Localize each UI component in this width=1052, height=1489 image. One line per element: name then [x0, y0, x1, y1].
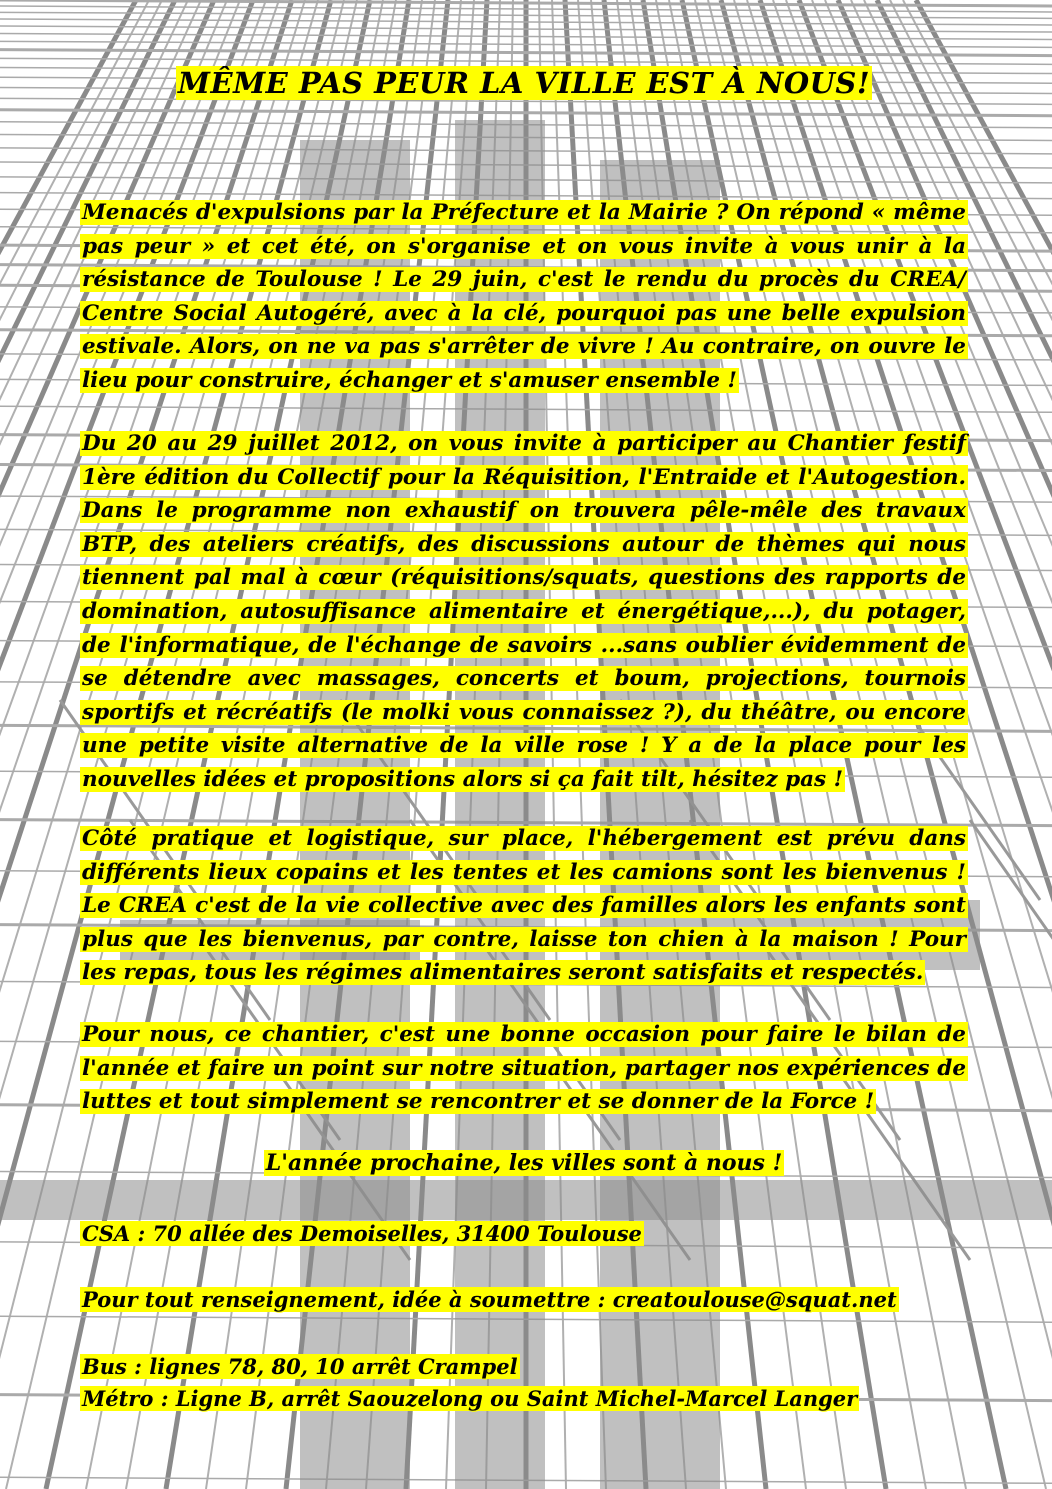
slogan — [80, 1150, 968, 1176]
paragraph-purpose-text: Pour nous, ce chantier, c'est une bonne occasion pour faire le bilan de l'année et faire un point sur notre situation, partager nos expériences de luttes et tout simplement se rencontrer et se donner de la Force ! — [82, 1022, 966, 1115]
slogan-text: L'année prochaine, les villes sont à nous ! — [265, 1150, 783, 1176]
paragraph-logistics-text: Côté pratique et logistique, sur place, l'hébergement est prévu dans différents lieux copains et les tentes et les camions sont les bienvenus ! Le CREA c'est de la vie collective avec des familles alors les enfants sont plus que les bienvenus, par contre, laisse ton chien à la maison ! Pour les repas, tous les régimes alimentaires seront satisfaits et respectés. — [82, 826, 966, 986]
bus-text: Bus : lignes 78, 80, 10 arrêt Crampel — [82, 1354, 518, 1379]
contact-text: Pour tout renseignement, idée à soumettre : creatoulouse@squat.net — [82, 1287, 897, 1312]
address-text: CSA : 70 allée des Demoiselles, 31400 Toulouse — [82, 1221, 642, 1246]
address-line — [80, 1218, 644, 1250]
paragraph-intro-text: Menacés d'expulsions par la Préfecture et la Mairie ? On répond « même pas peur » et cet été, on s'organise et on vous invite à vous unir à la résistance de Toulouse ! Le 29 juin, c'est le rendu du procès du CREA/ Centre Social Autogéré, avec à la clé, pourquoi pas une belle expulsion estivale. Alors, on ne va pas s'arrêter de vivre ! Au contraire, on ouvre le lieu pour construire, échanger et s'amuser ensemble ! — [82, 200, 966, 393]
transport-info — [80, 1351, 859, 1415]
flyer-content — [80, 0, 968, 1489]
page-title — [80, 66, 968, 100]
paragraph-logistics — [80, 822, 968, 990]
paragraph-program-text: Du 20 au 29 juillet 2012, on vous invite à participer au Chantier festif 1ère édition du Collectif pour la Réquisition, l'Entraide et l'Autogestion. Dans le programme non exhaustif on trouvera pêle-mêle des travaux BTP, des ateliers créatifs, des discussions autour de thèmes qui nous tiennent pal mal à cœur (réquisitions/squats, questions des rapports de domination, autosuffisance alimentaire et énergétique,...), du potager, de l'informatique, de l'échange de savoirs ...sans oublier évidemment de se détendre avec massages, concerts et boum, projections, tournois sportifs et récréatifs (le molki vous connaissez ?), du théâtre, ou encore une petite visite alternative de la ville rose ! Y a de la place pour les nouvelles idées et propositions alors si ça fait tilt, hésitez pas ! — [82, 431, 966, 792]
paragraph-intro — [80, 196, 968, 398]
paragraph-purpose — [80, 1018, 968, 1119]
paragraph-program — [80, 427, 968, 797]
metro-text: Métro : Ligne B, arrêt Saouzelong ou Saint Michel-Marcel Langer — [82, 1386, 858, 1411]
title-text: MÊME PAS PEUR LA VILLE EST À NOUS! — [177, 66, 871, 100]
contact-line — [80, 1284, 899, 1316]
